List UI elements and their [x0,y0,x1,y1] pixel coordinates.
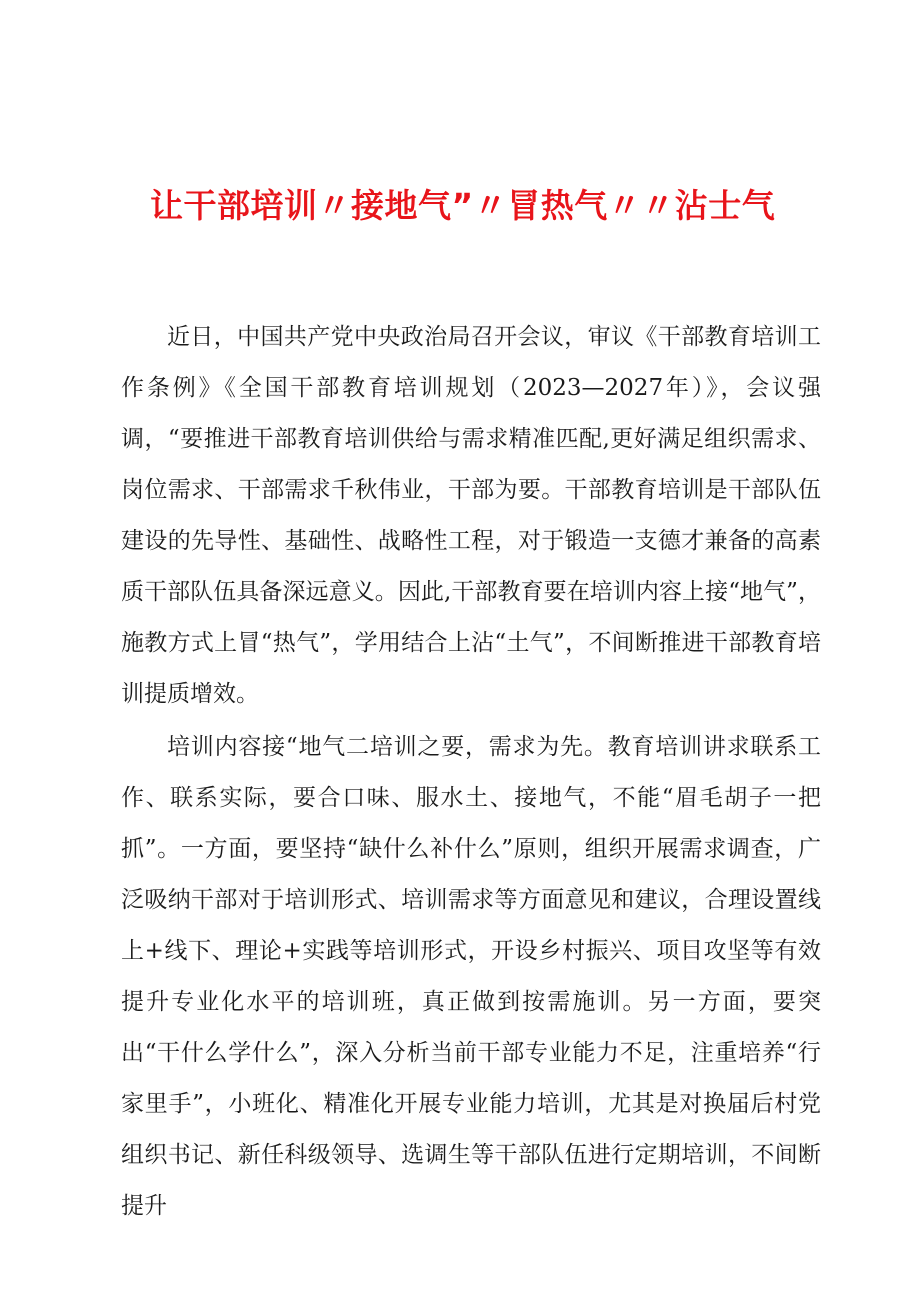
paragraph-training-content: 培训内容接“地气二培训之要，需求为先。教育培训讲求联系工作、联系实际，要合口味、服水土、接地气，不能“眉毛胡子一把抓”。一方面，要坚持“缺什么补什么”原则，组织开展需求调查，广泛吸纳干部对于培训形式、培训需求等方面意见和建议，合理设置线上+线下、理论+实践等培训形式，开设乡村振兴、项目攻坚等有效提升专业化水平的培训班，真正做到按需施训。另一方面，要突出“干什么学什么”，深入分析当前干部专业能力不足，注重培养“行家里手”，小班化、精准化开展专业能力培训，尤其是对换届后村党组织书记、新任科级领导、选调生等干部队伍进行定期培训，不间断提升 [121,734,821,1219]
paragraph-intro: 近日，中国共产党中央政治局召开会议，审议《干部教育培训工作条例》《全国干部教育培训规划（2023—2027年）》，会议强调，“要推进干部教育培训供给与需求精准匹配,更好满足组织需求、岗位需求、干部需求千秋伟业，干部为要。干部教育培训是干部队伍建设的先导性、基础性、战略性工程，对于锻造一支德才兼备的高素质干部队伍具备深远意义。因此,干部教育要在培训内容上接“地气”，施教方式上冒“热气”，学用结合上沾“土气”，不间断推进干部教育培训提质增效。 [121,324,821,707]
document-body [121,312,821,1232]
document-title: 让干部培训〃接地气”〃冒热气〃〃沾士气 [150,186,776,225]
